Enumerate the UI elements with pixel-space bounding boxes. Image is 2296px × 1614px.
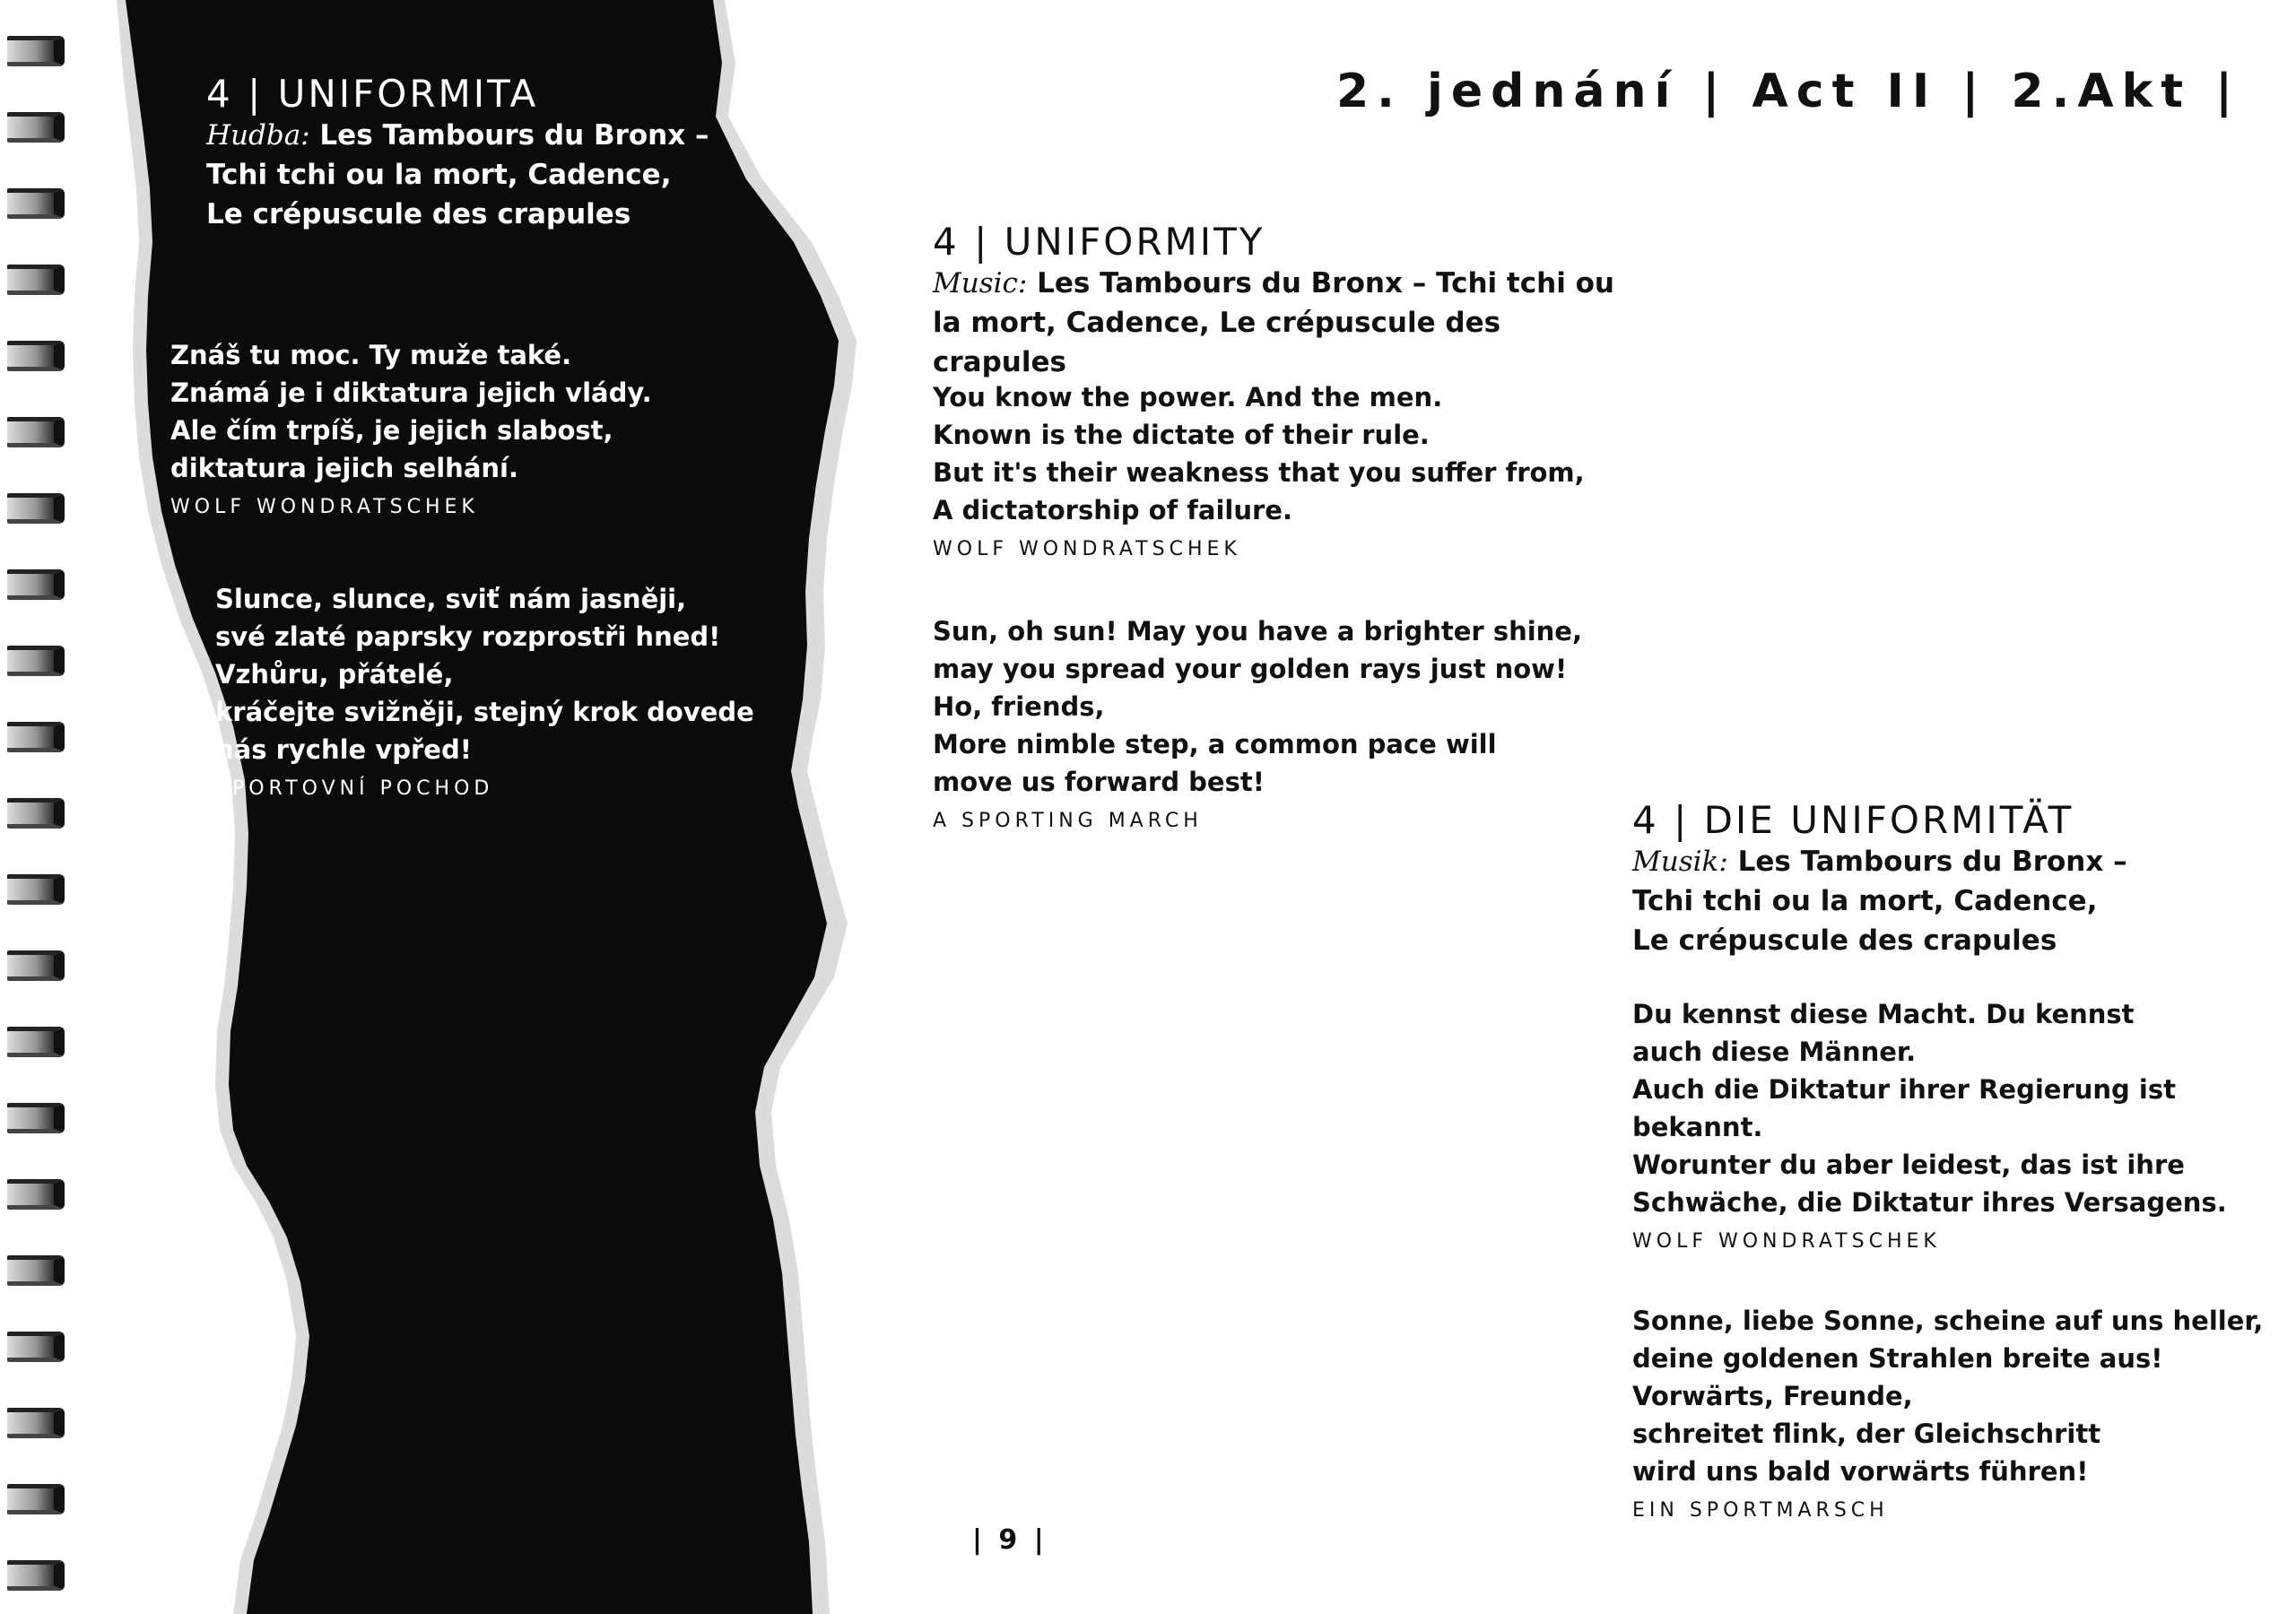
coil bbox=[7, 1179, 65, 1210]
coil bbox=[7, 950, 65, 981]
coil bbox=[7, 1255, 65, 1286]
english-music-line: Les Tambours du Bronx – Tchi tchi ou bbox=[1037, 267, 1614, 299]
verse-line: auch diese Männer. bbox=[1632, 1037, 1917, 1067]
coil bbox=[7, 1027, 65, 1057]
verse-line: Schwäche, die Diktatur ihres Versagens. bbox=[1632, 1187, 2227, 1218]
english-verse-2 bbox=[933, 612, 1614, 832]
page-number: | 9 | bbox=[972, 1524, 1048, 1556]
verse-line: You know the power. And the men. bbox=[933, 382, 1443, 412]
verse-line: Vorwärts, Freunde, bbox=[1632, 1381, 1913, 1411]
coil bbox=[7, 36, 65, 66]
coil bbox=[7, 646, 65, 676]
verse-line: bekannt. bbox=[1632, 1112, 1763, 1142]
verse-line: deine goldenen Strahlen breite aus! bbox=[1632, 1343, 2163, 1374]
czech-music-line: Le crépuscule des crapules bbox=[206, 198, 631, 230]
english-music-line: la mort, Cadence, Le crépuscule des crapules bbox=[933, 307, 1501, 378]
verse-line: diktatura jejich selhání. bbox=[170, 453, 519, 483]
verse-line: Vzhůru, přátelé, bbox=[215, 659, 454, 690]
english-verse-1 bbox=[933, 378, 1614, 560]
verse-line: But it's their weakness that you suffer from, bbox=[933, 457, 1585, 488]
coil bbox=[7, 1408, 65, 1438]
coil bbox=[7, 112, 65, 143]
czech-music bbox=[206, 116, 744, 234]
verse-line: Sonne, liebe Sonne, scheine auf uns heller, bbox=[1632, 1306, 2264, 1336]
verse-line: kráčejte svižněji, stejný krok dovede bbox=[215, 697, 754, 727]
english-music-label: Music: bbox=[933, 267, 1028, 299]
english-heading: 4 | UNIFORMITY bbox=[933, 220, 1265, 264]
czech-verse-2 bbox=[215, 580, 753, 800]
verse-line: Auch die Diktatur ihrer Regierung ist bbox=[1632, 1074, 2176, 1105]
coil bbox=[7, 1103, 65, 1133]
black-paper bbox=[126, 0, 839, 1614]
coil bbox=[7, 188, 65, 219]
german-verse-1 bbox=[1632, 995, 2269, 1253]
verse-line: A dictatorship of failure. bbox=[933, 495, 1292, 525]
verse-line: Ale čím trpíš, je jejich slabost, bbox=[170, 415, 613, 446]
coil bbox=[7, 722, 65, 752]
german-music-line: Le crépuscule des crapules bbox=[1632, 924, 2057, 957]
verse-line: Du kennst diese Macht. Du kennst bbox=[1632, 999, 2135, 1029]
coil bbox=[7, 417, 65, 447]
verse-line: may you spread your golden rays just now! bbox=[933, 654, 1568, 684]
coil bbox=[7, 798, 65, 829]
verse-line: nás rychle vpřed! bbox=[215, 734, 472, 765]
verse-line: Ho, friends, bbox=[933, 691, 1105, 722]
verse-line: Znáš tu moc. Ty muže také. bbox=[170, 340, 572, 370]
german-heading: 4 | DIE UNIFORMITÄT bbox=[1632, 798, 2074, 842]
verse-line: Slunce, slunce, sviť nám jasněji, bbox=[215, 584, 687, 614]
czech-author-2: SPORTOVNÍ POCHOD bbox=[215, 777, 494, 800]
german-music bbox=[1632, 842, 2260, 960]
czech-heading: 4 | UNIFORMITA bbox=[206, 72, 539, 116]
german-author-2: EIN SPORTMARSCH bbox=[1632, 1499, 1889, 1522]
act-title: 2. jednání | Act II | 2.Akt | bbox=[1336, 65, 2241, 118]
english-header-block bbox=[933, 220, 1632, 382]
coil bbox=[7, 1560, 65, 1591]
verse-line: schreitet flink, der Gleichschritt bbox=[1632, 1419, 2101, 1449]
english-author-1: WOLF WONDRATSCHEK bbox=[933, 538, 1241, 560]
czech-header-block bbox=[206, 72, 744, 234]
german-author-1: WOLF WONDRATSCHEK bbox=[1632, 1230, 1941, 1253]
english-author-2: A SPORTING MARCH bbox=[933, 810, 1203, 832]
coil bbox=[7, 341, 65, 371]
coil bbox=[7, 1332, 65, 1362]
verse-line: Worunter du aber leidest, das ist ihre bbox=[1632, 1150, 2185, 1180]
verse-line: move us forward best! bbox=[933, 767, 1265, 797]
czech-music-label: Hudba: bbox=[206, 119, 310, 152]
german-header-block bbox=[1632, 798, 2260, 960]
verse-line: Známá je i diktatura jejich vlády. bbox=[170, 377, 652, 408]
german-music-line: Tchi tchi ou la mort, Cadence, bbox=[1632, 885, 2098, 917]
czech-music-line: Tchi tchi ou la mort, Cadence, bbox=[206, 159, 672, 191]
verse-line: Sun, oh sun! May you have a brighter shine, bbox=[933, 616, 1582, 646]
coil bbox=[7, 1484, 65, 1514]
verse-line: wird uns bald vorwärts führen! bbox=[1632, 1456, 2089, 1487]
czech-verse-1 bbox=[170, 336, 673, 518]
czech-music-line: Les Tambours du Bronx – bbox=[319, 119, 709, 152]
coil bbox=[7, 265, 65, 295]
spiral-binding bbox=[0, 36, 63, 1596]
coil bbox=[7, 569, 65, 600]
coil bbox=[7, 493, 65, 524]
german-verse-2 bbox=[1632, 1302, 2278, 1522]
english-music bbox=[933, 264, 1632, 382]
czech-author-1: WOLF WONDRATSCHEK bbox=[170, 496, 479, 518]
verse-line: More nimble step, a common pace will bbox=[933, 729, 1497, 759]
coil bbox=[7, 874, 65, 905]
verse-line: Known is the dictate of their rule. bbox=[933, 420, 1430, 450]
german-music-label: Musik: bbox=[1632, 846, 1728, 878]
verse-line: své zlaté paprsky rozprostři hned! bbox=[215, 621, 721, 652]
german-music-line: Les Tambours du Bronx – bbox=[1737, 846, 2127, 878]
